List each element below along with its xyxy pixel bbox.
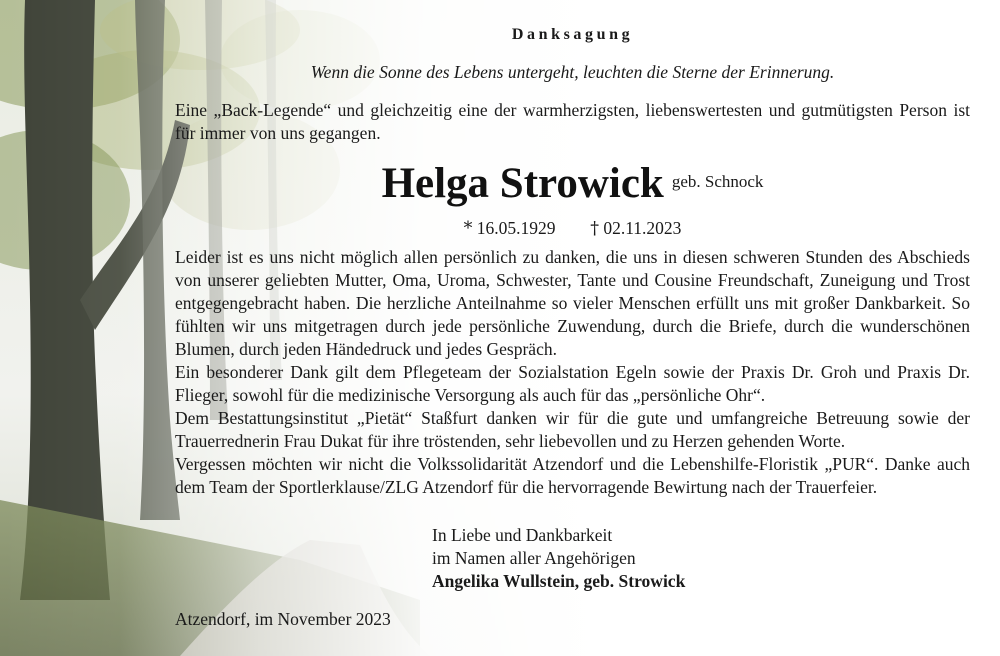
paragraph-thanks-general: Leider ist es uns nicht möglich allen persönlich zu danken, die uns in diesen schweren Stunden des Abschieds von unserer geliebten Mutter, Oma, Uroma, Schwester, Tante und Cousine Freundschaft, Zuneigung und Trost entgegengebracht haben. Die herzliche Anteilnahme so vieler Menschen erfüllt uns mit großer Dankbarkeit. So fühlten wir uns mitgetragen durch jede persönliche Zuwendung, durch die Briefe, durch die wunderschönen Blumen, durch jeden Händedruck und jedes Gespräch. [175, 247, 970, 359]
signer-name: Angelika Wullstein, geb. Strowick [432, 571, 686, 591]
death-cross-icon: † [590, 219, 599, 239]
death-date: 02.11.2023 [603, 218, 682, 238]
deceased-name-line [175, 158, 970, 210]
maiden-name: geb. Schnock [671, 172, 764, 191]
paragraph-thanks-care: Ein besonderer Dank gilt dem Pflegeteam der Sozialstation Egeln sowie der Praxis Dr. Groh und Praxis Dr. Flieger, sowohl für die medizinische Versorgung als auch für das „persönliche Ohr“. [175, 362, 970, 405]
deceased-name: Helga Strowick [381, 160, 664, 207]
heading-danksagung: Danksagung [511, 26, 634, 43]
birth-date: 16.05.1929 [476, 218, 556, 238]
place-and-date: Atzendorf, im November 2023 [175, 609, 391, 629]
paragraph-thanks-funeral: Dem Bestattungsinstitut „Pietät“ Staßfurt danken wir für die gute und umfangreiche Betreuung sowie der Trauerrednerin Frau Dukat für ihre tröstenden, sehr liebevollen und zu Herzen gehenden Worte. [175, 408, 970, 451]
signature-block [432, 524, 685, 593]
thanks-body [175, 246, 970, 499]
motto-quote: Wenn die Sonne des Lebens untergeht, leuchten die Sterne der Erinnerung. [310, 62, 835, 82]
birth-star-icon: * [463, 219, 473, 239]
signature-line-1: In Liebe und Dankbarkeit [432, 525, 613, 545]
text-content [175, 0, 970, 656]
life-dates [175, 218, 970, 239]
signature-line-2: im Namen aller Angehörigen [432, 548, 636, 568]
paragraph-thanks-others: Vergessen möchten wir nicht die Volkssolidarität Atzendorf und die Lebenshilfe-Floristik „PUR“. Danke auch dem Team der Sportlerklause/ZLG Atzendorf für die hervorragende Bewirtung nach der Trauerfeier. [175, 454, 970, 497]
intro-text: Eine „Back-Legende“ und gleichzeitig eine der warmherzigsten, liebenswertesten und gutmütigsten Person ist für immer von uns gegangen. [175, 100, 970, 143]
